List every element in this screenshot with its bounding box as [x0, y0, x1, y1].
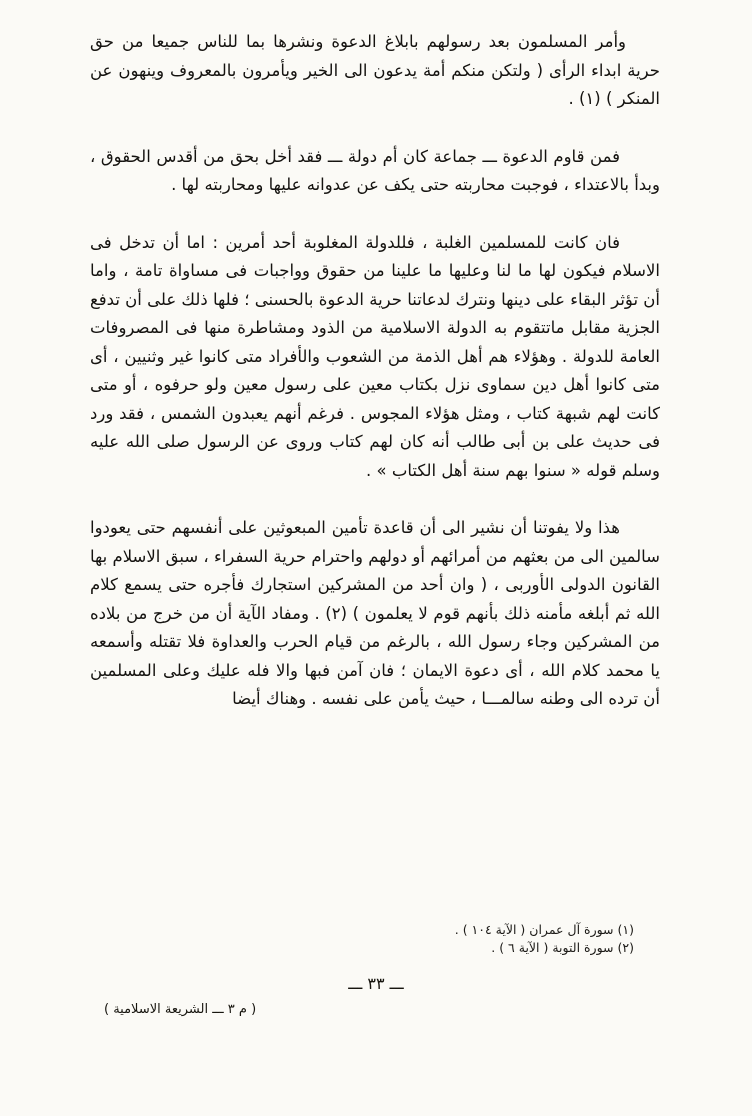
footnote-1: (١) سورة آل عمران ( الآية ١٠٤ ) .: [454, 922, 634, 937]
paragraph: وأمر المسلمون بعد رسولهم بابلاغ الدعوة ونشرها بما للناس جميعا من حق حرية ابداء الرأى ( ولتكن منكم أمة يدعون الى الخير ويأمرون بالمعروف وينهون عن المنكر ) (١) .: [90, 32, 660, 108]
volume-signature: ( م ٣ ـــ الشريعة الاسلامية ): [104, 1002, 257, 1017]
footnotes-block: [100, 921, 634, 957]
footnote-2: (٢) سورة التوبة ( الآية ٦ ) .: [491, 940, 634, 955]
paragraph: فان كانت للمسلمين الغلبة ، فللدولة المغلوبة أحد أمرين : اما أن تدخل فى الاسلام فيكون لها ما لنا وعليها ما علينا من حقوق وواجبات فى مساواة تامة ، واما أن تؤثر البقاء على دينها ونترك لدعاتنا حرية الدعوة بالحسنى ؛ فلها ذلك على أن تدفع الجزية مقابل ماتتقوم به الدولة الاسلامية من الذود ومشاطرة منها فى المصروفات العامة للدولة . وهؤلاء هم أهل الذمة من الشعوب والأفراد متى كانوا غير وثنيين ، أى متى كانوا أهل دين سماوى نزل بكتاب معين على رسول معين ولو حرفوه ، أو متى كانت لهم شبهة كتاب ، ومثل هؤلاء المجوس . فرغم أنهم يعبدون الشمس ، فقد ورد فى حديث على بن أبى طالب أنه كان لهم كتاب وروى عن الرسول صلى الله عليه وسلم قوله « سنوا بهم سنة أهل الكتاب » .: [90, 232, 660, 480]
paragraph: فمن قاوم الدعوة ـــ جماعة كان أم دولة ـــ فقد أخل بحق من أقدس الحقوق ، وبدأ بالاعتداء ، فوجبت محاربته حتى يكف عن عدوانه عليها ومحاربته لها .: [90, 146, 660, 194]
paragraph: هذا ولا يفوتنا أن نشير الى أن قاعدة تأمين المبعوثين على أنفسهم حتى يعودوا سالمين الى من بعثهم من أمرائهم أو دولهم واحترام حرية السفراء ، سبق الاسلام بها القانون الدولى الأوربى ، ( وان أحد من المشركين استجارك فأجره حتى يسمع كلام الله ثم أبلغه مأمنه ذلك بأنهم قوم لا يعلمون ) (٢) . ومفاد الآية أن من خرج من بلاده من المشركين وجاء رسول الله ، بالرغم من قيام الحرب والعداوة فلا تقتله وأسمعه يا محمد كلام الله ، أى دعوة الايمان ؛ فان آمن فبها والا فله عليك وعلى المسلمين أن ترده الى وطنه سالمـــا ، حيث يأمن على نفسه . وهناك أيضا: [90, 518, 660, 708]
page-text-column: [90, 28, 660, 714]
page-number: ـــ ٣٣ ـــ: [348, 974, 404, 993]
